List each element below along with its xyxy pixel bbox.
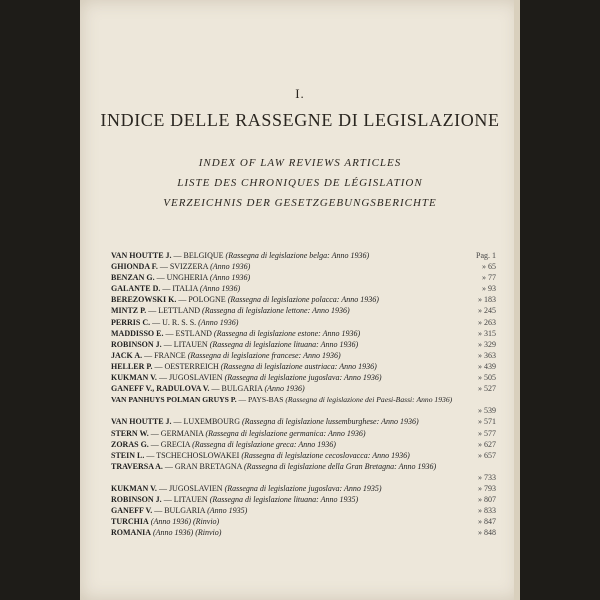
entry-page-number: » 577 <box>478 428 496 438</box>
entry-author: GANEFF V. <box>111 506 153 516</box>
entry-country: — GRECIA <box>150 439 191 449</box>
entry-author: PERRIS C. <box>111 317 151 327</box>
entry-country: — LETTLAND <box>148 306 201 316</box>
list-item <box>111 339 496 350</box>
entry-caption: (Rassegna di legislazione jugoslava: Anno 1936) <box>224 373 382 383</box>
list-item <box>111 350 496 361</box>
subtitle-french: LISTE DES CHRONIQUES DE LÉGISLATION <box>177 177 423 189</box>
entry-country: — BELGIQUE <box>173 251 224 260</box>
entry-author: BENZAN G. <box>111 273 155 283</box>
entry-country: — ITALIA <box>162 284 198 294</box>
list-item <box>111 527 496 538</box>
entry-country: — SVIZZERA <box>159 262 209 272</box>
entry-page-number: » 848 <box>478 528 496 538</box>
entry-page-number: » 315 <box>478 328 496 338</box>
list-item <box>111 383 496 394</box>
list-item <box>111 272 496 283</box>
entry-page-number: » 263 <box>478 317 496 327</box>
entry-caption: (Rassegna di legislazione francese: Anno 1936) <box>187 350 341 360</box>
entry-country: — POLOGNE <box>178 295 226 305</box>
entry-page-number: Pag. 1 <box>476 251 496 260</box>
subtitle-english: INDEX OF LAW REVIEWS ARTICLES <box>198 157 402 169</box>
entry-caption: (Rassegna di legislazione lussemburghese: Anno 1936) <box>241 417 419 427</box>
list-item <box>111 439 496 450</box>
list-item <box>111 450 496 461</box>
entry-country: — LITAUEN <box>163 495 208 505</box>
entry-author: ROBINSON J. <box>111 495 162 505</box>
entry-author: JACK A. <box>111 350 143 360</box>
list-item <box>111 361 496 372</box>
list-item <box>111 328 496 339</box>
entry-author: MINTZ P. <box>111 306 147 316</box>
entry-author: VAN HOUTTE J. <box>111 251 172 260</box>
entry-country: — BULGARIA <box>154 506 206 516</box>
entry-page-number: » 571 <box>478 417 496 427</box>
list-item <box>111 516 496 527</box>
entry-author: GHIONDA F. <box>111 262 158 272</box>
list-item <box>111 305 496 316</box>
entry-page-number: » 439 <box>478 361 496 371</box>
list-item <box>111 394 496 416</box>
entry-author: TURCHIA <box>111 517 149 527</box>
entry-page-number: » 65 <box>482 262 496 272</box>
entry-country: — GRAN BRETAGNA <box>164 461 243 471</box>
entry-page-number: » 329 <box>478 339 496 349</box>
entry-caption: (Anno 1936) (Rinvio) <box>150 517 220 527</box>
entry-caption: (Anno 1935) <box>207 506 248 516</box>
entry-page-number: » 627 <box>478 439 496 449</box>
entry-page-number: » 847 <box>478 517 496 527</box>
page-title: INDICE DELLE RASSEGNE DI LEGISLAZIONE <box>100 110 500 130</box>
entry-page-number: » 93 <box>482 284 496 294</box>
entry-caption: (Anno 1936) <box>199 284 241 294</box>
entry-country: — FRANCE <box>144 350 186 360</box>
entry-author: GANEFF V., RADULOVA V. <box>111 384 210 394</box>
entry-country: — LITAUEN <box>163 339 208 349</box>
entry-author: VAN HOUTTE J. <box>111 417 172 427</box>
entry-author: MADDISSO E. <box>111 328 164 338</box>
list-item <box>111 483 496 494</box>
entry-caption: (Rassegna di legislazione cecoslovacca: Anno 1936) <box>241 450 410 460</box>
entry-page-number: » 505 <box>478 373 496 383</box>
entry-page-number: » 539 <box>478 406 496 416</box>
list-item <box>111 250 496 261</box>
entry-author: STEIN L. <box>111 450 145 460</box>
entry-country: — JUGOSLAVIEN <box>158 483 223 493</box>
entry-author: STERN W. <box>111 428 149 438</box>
entry-page-number: » 833 <box>478 506 496 516</box>
entry-author: VAN PANHUYS POLMAN GRUYS P. <box>111 395 237 405</box>
entry-caption: (Rassegna di legislazione belga: Anno 1936) <box>225 251 370 260</box>
entry-caption: (Rassegna di legislazione austriaca: Anno 1936) <box>220 361 377 371</box>
entry-country: — JUGOSLAVIEN <box>158 373 223 383</box>
entry-author: KUKMAN V. <box>111 483 157 493</box>
list-item <box>111 461 496 483</box>
entry-country: — LUXEMBOURG <box>173 417 240 427</box>
list-item <box>111 505 496 516</box>
list-item <box>111 372 496 383</box>
entry-caption: (Anno 1936) <box>198 317 239 327</box>
entry-caption: (Rassegna di legislazione lituana: Anno 1936) <box>209 339 359 349</box>
entry-author: ROMANIA <box>111 528 151 538</box>
entry-country: — ESTLAND <box>165 328 212 338</box>
entry-caption: (Rassegna di legislazione della Gran Bretagna: Anno 1936) <box>244 461 437 471</box>
entry-country: — U. R. S. S. <box>152 317 197 327</box>
subtitle-german: VERZEICHNIS DER GESETZGEBUNGSBERICHTE <box>163 197 437 209</box>
entry-page-number: » 183 <box>478 295 496 305</box>
entry-author: ROBINSON J. <box>111 339 162 349</box>
entry-caption: (Anno 1936) <box>209 273 251 283</box>
entry-author: TRAVERSA A. <box>111 461 163 471</box>
list-item <box>111 294 496 305</box>
entry-page-number: » 793 <box>478 483 496 493</box>
entry-page-number: » 363 <box>478 350 496 360</box>
entry-country: — BULGARIA <box>211 384 263 394</box>
entry-caption: (Rassegna di legislazione lettone: Anno 1936) <box>202 306 350 316</box>
entry-caption: (Anno 1936) <box>210 262 251 272</box>
entry-country: — UNGHERIA <box>156 273 208 283</box>
section-number: I. <box>295 86 305 101</box>
entry-author: GALANTE D. <box>111 284 161 294</box>
list-item <box>111 283 496 294</box>
index-entries-list <box>111 250 496 538</box>
entry-caption: (Rassegna di legislazione greca: Anno 1936) <box>192 439 336 449</box>
entry-author: HELLER P. <box>111 361 153 371</box>
entry-page-number: » 527 <box>478 384 496 394</box>
entry-caption: (Rassegna di legislazione dei Paesi-Bassi: Anno 1936) <box>285 395 453 405</box>
entry-page-number: » 807 <box>478 495 496 505</box>
list-item <box>111 261 496 272</box>
list-item <box>111 494 496 505</box>
entry-author: BEREZOWSKI K. <box>111 295 177 305</box>
entry-page-number: » 77 <box>482 273 496 283</box>
entry-country: — PAYS-BAS <box>238 395 284 405</box>
entry-caption: (Rassegna di legislazione estone: Anno 1936) <box>213 328 361 338</box>
entry-caption: (Anno 1936) <box>264 384 305 394</box>
entry-caption: (Anno 1936) (Rinvio) <box>153 528 222 538</box>
entry-country: — GERMANIA <box>150 428 204 438</box>
entry-country: — TSCHECHOSLOWAKEI <box>146 450 240 460</box>
entry-page-number: » 245 <box>478 306 496 316</box>
entry-caption: (Rassegna di legislazione polacca: Anno 1936) <box>227 295 379 305</box>
list-item <box>111 416 496 427</box>
entry-page-number: » 733 <box>478 472 496 482</box>
book-page <box>80 0 520 600</box>
entry-page-number: » 657 <box>478 450 496 460</box>
list-item <box>111 317 496 328</box>
entry-country: — OESTERREICH <box>154 361 219 371</box>
entry-caption: (Rassegna di legislazione jugoslava: Anno 1935) <box>224 483 382 493</box>
entry-author: ZORAS G. <box>111 439 149 449</box>
entry-caption: (Rassegna di legislazione lituana: Anno 1935) <box>209 495 359 505</box>
list-item <box>111 428 496 439</box>
entry-author: KUKMAN V. <box>111 373 157 383</box>
entry-caption: (Rassegna di legislazione germanica: Anno 1936) <box>205 428 366 438</box>
